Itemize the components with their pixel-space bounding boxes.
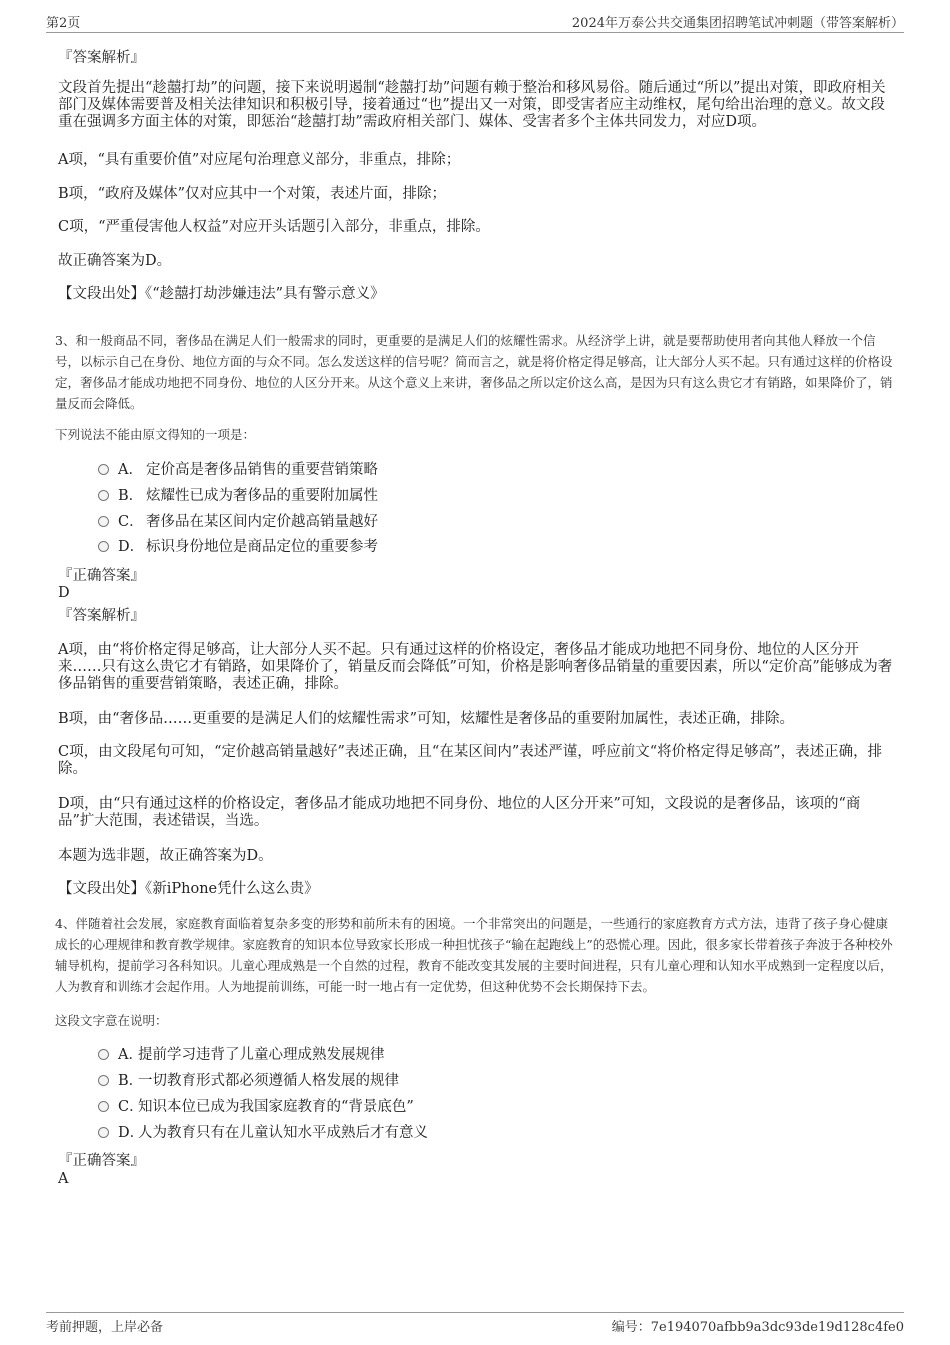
document-code — [612, 1316, 904, 1335]
code-value: 7e194070afbb9a3dc93de19d128c4fe0 — [650, 1320, 904, 1335]
q3-option-a-analysis: A项，由“将价格定得足够高，让大部分人买不起。只有通过这样的价格设定，奢侈品才能成功地把不同身份、地位的人区分开来……只有这么贵它才有销路，如果降价了，销量反而会降低”可知，价格是影响奢侈品销量的重要因素，所以“定价高”能够成为奢侈品销售的重要营销策略，表述正确，排除。 — [58, 642, 893, 692]
q2-option-a-analysis: A项，“具有重要价值”对应尾句治理意义部分，非重点，排除； — [58, 152, 461, 168]
q3-option-c[interactable]: C． 奢侈品在某区间内定价越高销量越好 — [98, 514, 378, 531]
radio-icon[interactable] — [98, 1127, 109, 1138]
q3-conclusion: 本题为选非题，故正确答案为D。 — [58, 848, 273, 864]
q3-option-b-analysis: B项，由“奢侈品……更重要的是满足人们的炫耀性需求”可知，炫耀性是奢侈品的重要附加属性，表述正确，排除。 — [58, 711, 794, 727]
q3-answer-tag: 『正确答案』 — [58, 568, 145, 584]
page-number: 第2页 — [46, 16, 81, 31]
footer-slogan: 考前押题，上岸必备 — [46, 1320, 164, 1335]
q2-source: 【文段出处】《“趁囍打劫涉嫌违法”具有警示意义》 — [58, 286, 385, 302]
q3-answer: D — [58, 585, 70, 601]
q3-stem: 3、和一般商品不同，奢侈品在满足人们一般需求的同时，更重要的是满足人们的炫耀性需求。从经济学上讲，就是要帮助使用者向其他人释放一个信号，以标示自己在身份、地位方面的与众不同。怎么发送这样的信号呢？简而言之，就是将价格定得足够高，让大部分人买不起。只有通过这样的价格设定，奢侈品才能成功地把不同身份、地位的人区分开来。从这个意义上来讲，奢侈品之所以定价这么高，是因为只有这么贵它才有销路，如果降价了，销量反而会降低。 — [55, 333, 893, 411]
q3-option-b[interactable]: B． 炫耀性已成为奢侈品的重要附加属性 — [98, 488, 378, 505]
q3-analysis-tag: 『答案解析』 — [58, 608, 145, 624]
q4-option-a[interactable]: A．提前学习违背了儿童心理成熟发展规律 — [98, 1047, 385, 1064]
page-footer — [46, 1312, 904, 1335]
radio-icon[interactable] — [98, 541, 109, 552]
q4-option-d[interactable]: D．人为教育只有在儿童认知水平成熟后才有意义 — [98, 1125, 428, 1142]
radio-icon[interactable] — [98, 1101, 109, 1112]
q3-option-d[interactable]: D． 标识身份地位是商品定位的重要参考 — [98, 539, 378, 556]
q3-question: 下列说法不能由原文得知的一项是： — [55, 427, 256, 442]
code-label: 编号： — [611, 1320, 651, 1335]
q2-option-c-analysis: C项，“严重侵害他人权益”对应开头话题引入部分，非重点，排除。 — [58, 219, 490, 235]
q3-option-c-analysis: C项，由文段尾句可知，“定价越高销量越好”表述正确，且“在某区间内”表述严谨，呼应前文“将价格定得足够高”，表述正确，排除。 — [58, 744, 883, 777]
q3-option-a[interactable]: A． 定价高是奢侈品销售的重要营销策略 — [98, 462, 378, 479]
q2-option-b-analysis: B项，“政府及媒体”仅对应其中一个对策，表述片面，排除； — [58, 186, 446, 202]
q4-answer: A — [58, 1171, 69, 1187]
q2-conclusion: 故正确答案为D。 — [58, 253, 172, 269]
q4-option-b[interactable]: B．一切教育形式都必须遵循人格发展的规律 — [98, 1073, 399, 1090]
radio-icon[interactable] — [98, 1049, 109, 1060]
q4-stem: 4、伴随着社会发展，家庭教育面临着复杂多变的形势和前所未有的困境。一个非常突出的问题是，一些通行的家庭教育方式方法，违背了孩子身心健康成长的心理规律和教育教学规律。家庭教育的知识本位导致家长形成一种担忧孩子“输在起跑线上”的恐慌心理。因此，很多家长带着孩子奔波于各种校外辅导机构，提前学习各科知识。儿童心理成熟是一个自然的过程，教育不能改变其发展的主要时间进程，只有儿童心理和认知水平成熟到一定程度以后，人为教育和训练才会起作用。人为地提前训练，可能一时一地占有一定优势，但这种优势不会长期保持下去。 — [55, 916, 893, 994]
radio-icon[interactable] — [98, 490, 109, 501]
q3-option-d-analysis: D项，由“只有通过这样的价格设定，奢侈品才能成功地把不同身份、地位的人区分开来”可知，文段说的是奢侈品，该项的“商品”扩大范围，表述错误，当选。 — [58, 796, 861, 829]
q2-analysis-tag: 『答案解析』 — [58, 50, 145, 66]
radio-icon[interactable] — [98, 516, 109, 527]
q4-option-c[interactable]: C．知识本位已成为我国家庭教育的“背景底色” — [98, 1099, 414, 1116]
q2-analysis-paragraph: 文段首先提出“趁囍打劫”的问题，接下来说明遏制“趁囍打劫”问题有赖于整治和移风易俗。随后通过“所以”提出对策，即政府相关部门及媒体需要普及相关法律知识和积极引导，接着通过“也”提出又一对策，即受害者应主动维权，尾句给出治理的意义。故文段重在强调多方面主体的对策，即惩治“趁囍打劫”需政府相关部门、媒体、受害者多个主体共同发力，对应D项。 — [58, 80, 886, 130]
page-header — [46, 12, 904, 33]
q4-answer-tag: 『正确答案』 — [58, 1153, 145, 1169]
radio-icon[interactable] — [98, 1075, 109, 1086]
q3-source: 【文段出处】《新iPhone凭什么这么贵》 — [58, 881, 319, 897]
document-title: 2024年万泰公共交通集团招聘笔试冲刺题（带答案解析） — [571, 16, 904, 31]
q4-question: 这段文字意在说明： — [55, 1013, 168, 1028]
radio-icon[interactable] — [98, 464, 109, 475]
